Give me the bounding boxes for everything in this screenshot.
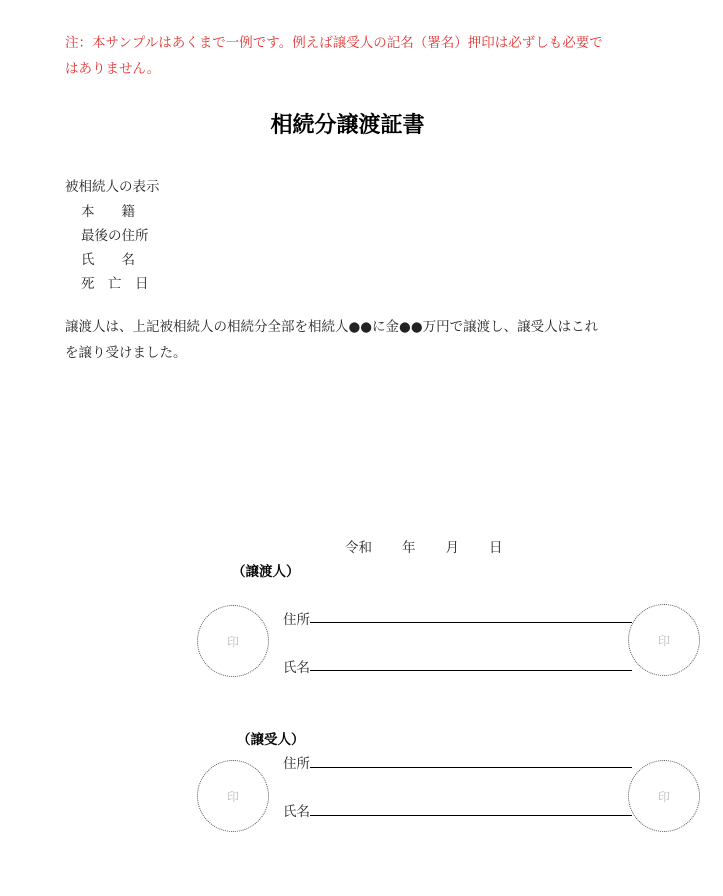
deceased-heading: 被相続人の表示	[65, 179, 160, 195]
date-line	[345, 536, 525, 556]
date-era: 令和	[345, 540, 372, 556]
transfer-statement	[65, 314, 645, 366]
seal-mark: 印	[226, 634, 239, 649]
assignee-name-label: 氏名	[283, 804, 310, 820]
assignor-heading: （譲渡人）	[232, 564, 300, 580]
assignee-address-line[interactable]	[310, 767, 632, 768]
field-registered-domicile: 本 籍	[81, 204, 135, 220]
field-date-of-death: 死 亡 日	[81, 276, 149, 292]
transfer-statement-line-2: を譲り受けました。	[65, 345, 187, 361]
sample-note	[65, 30, 650, 82]
field-name: 氏 名	[81, 252, 135, 268]
assignor-seal-left	[197, 605, 269, 677]
seal-mark: 印	[657, 633, 670, 648]
transfer-statement-line-1: 譲渡人は、上記被相続人の相続分全部を相続人●●に金●●万円で譲渡し、譲受人はこれ	[65, 319, 599, 335]
document-title: 相続分譲渡証書	[270, 113, 425, 138]
sample-note-line-1: 注：本サンプルはあくまで一例です。例えば譲受人の記名（署名）押印は必ずしも必要で	[65, 35, 603, 51]
sample-note-line-2: はありません。	[65, 61, 161, 77]
assignee-seal-right	[628, 760, 700, 832]
date-month: 月	[445, 540, 459, 556]
assignee-name-line[interactable]	[310, 815, 632, 816]
assignee-heading: （譲受人）	[237, 732, 305, 748]
seal-mark: 印	[657, 789, 670, 804]
assignor-address-label: 住所	[283, 612, 310, 628]
assignor-address-line[interactable]	[310, 622, 632, 623]
seal-mark: 印	[226, 789, 239, 804]
assignor-name-line[interactable]	[310, 670, 632, 671]
assignee-seal-left	[197, 760, 269, 832]
assignee-address-label: 住所	[283, 756, 310, 772]
date-year: 年	[402, 540, 416, 556]
date-day: 日	[489, 540, 503, 556]
field-last-address: 最後の住所	[81, 228, 149, 244]
assignor-seal-right	[628, 604, 700, 676]
assignor-name-label: 氏名	[283, 660, 310, 676]
